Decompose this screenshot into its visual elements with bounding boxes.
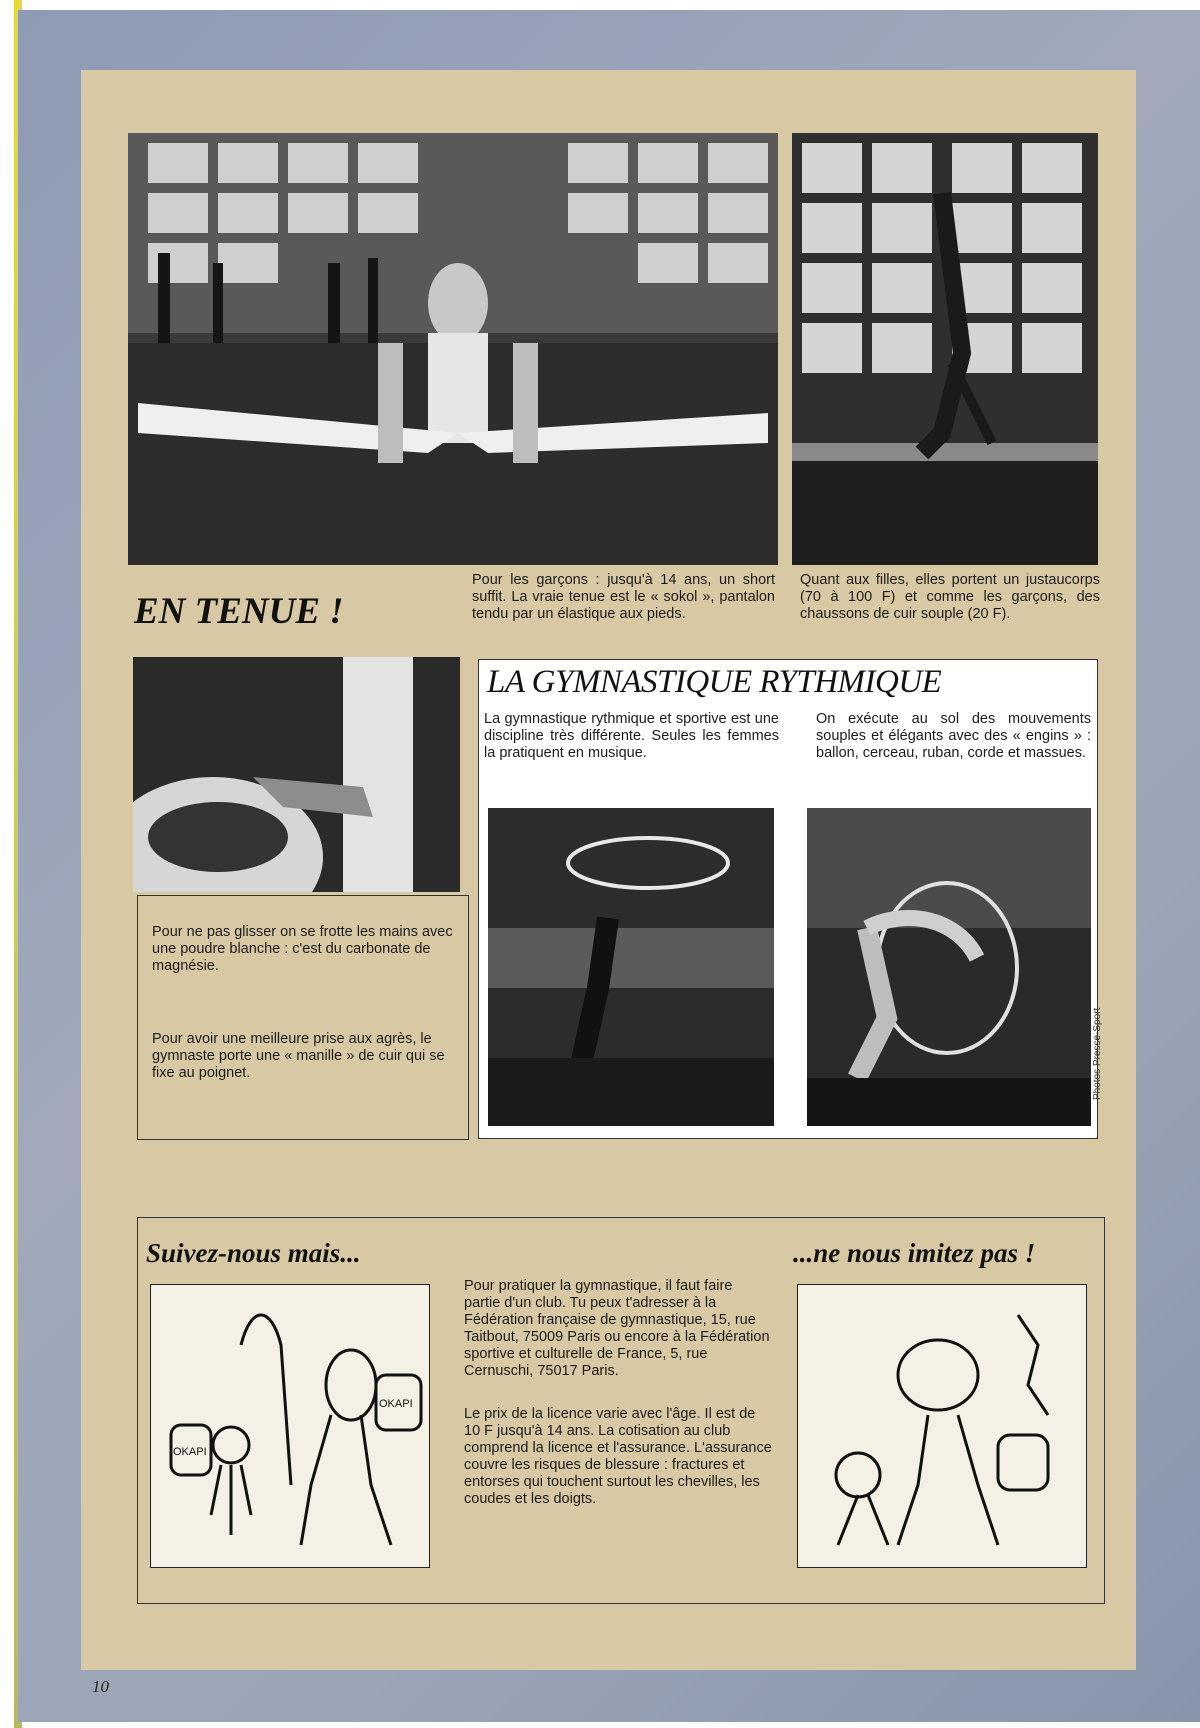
para-licence: Le prix de la licence varie avec l'âge. Il est de 10 F jusqu'à 14 ans. La cotisation au club comprend la licence et l'assurance. L'assurance couvre les risques de blessure : fractures et entorses qui touchent surtout les chevilles, les coudes et les doigts. <box>464 1406 772 1507</box>
photo-hoop-gymnast-2 <box>807 808 1091 1126</box>
title-en-tenue: EN TENUE ! <box>134 591 344 632</box>
photo-male-gymnast <box>128 133 778 565</box>
box-rythmique <box>478 659 1098 1139</box>
caption-girls: Quant aux filles, elles portent un justaucorps (70 à 100 F) et comme les garçons, des chaussons de cuir souple (20 F). <box>800 572 1100 622</box>
para-club: Pour pratiquer la gymnastique, il faut faire partie d'un club. Tu peux t'adresser à la Fédération française de gymnastique, 15, rue Taitbout, 75009 Paris ou encore à la Fédération sportive et culturelle de France, 5, rue Cernuschi, 75017 Paris. <box>464 1278 770 1379</box>
cartoon-left <box>150 1284 430 1568</box>
text-rythmique-right: On exécute au sol des mouvements souples et élégants avec des « engins » : ballon, cerceau, ruban, corde et massues. <box>816 711 1091 761</box>
caption-powder: Pour ne pas glisser on se frotte les mains avec une poudre blanche : c'est du carbonate de magnésie. <box>152 924 453 974</box>
text-rythmique-left: La gymnastique rythmique et sportive est une discipline très différente. Seules les femmes la pratiquent en musique. <box>484 711 779 761</box>
text-club <box>464 1278 772 1534</box>
caption-boys: Pour les garçons : jusqu'à 14 ans, un short suffit. La vraie tenue est le « sokol », pantalon tendu par un élastique aux pieds. <box>472 572 775 622</box>
svg-text:OKAPI: OKAPI <box>379 1398 413 1410</box>
svg-text:OKAPI: OKAPI <box>173 1446 207 1458</box>
title-rythmique: LA GYMNASTIQUE RYTHMIQUE <box>487 664 942 700</box>
caption-manille: Pour avoir une meilleure prise aux agrès, le gymnaste porte une « manille » de cuir qui se fixe au poignet. <box>152 1031 445 1081</box>
photo-credit: Photos Presse-Sport <box>1092 1007 1103 1100</box>
photo-hoop-gymnast-1 <box>488 808 774 1126</box>
box-club-info <box>137 1217 1105 1604</box>
photo-chalk-hands <box>133 657 460 892</box>
box-chalk-captions <box>137 895 469 1140</box>
heading-suivez: Suivez-nous mais... <box>146 1238 361 1268</box>
cartoon-right <box>797 1284 1087 1568</box>
heading-imitez: ...ne nous imitez pas ! <box>793 1238 1036 1268</box>
page-number: 10 <box>92 1677 109 1696</box>
photo-female-gymnast-beam <box>792 133 1098 565</box>
